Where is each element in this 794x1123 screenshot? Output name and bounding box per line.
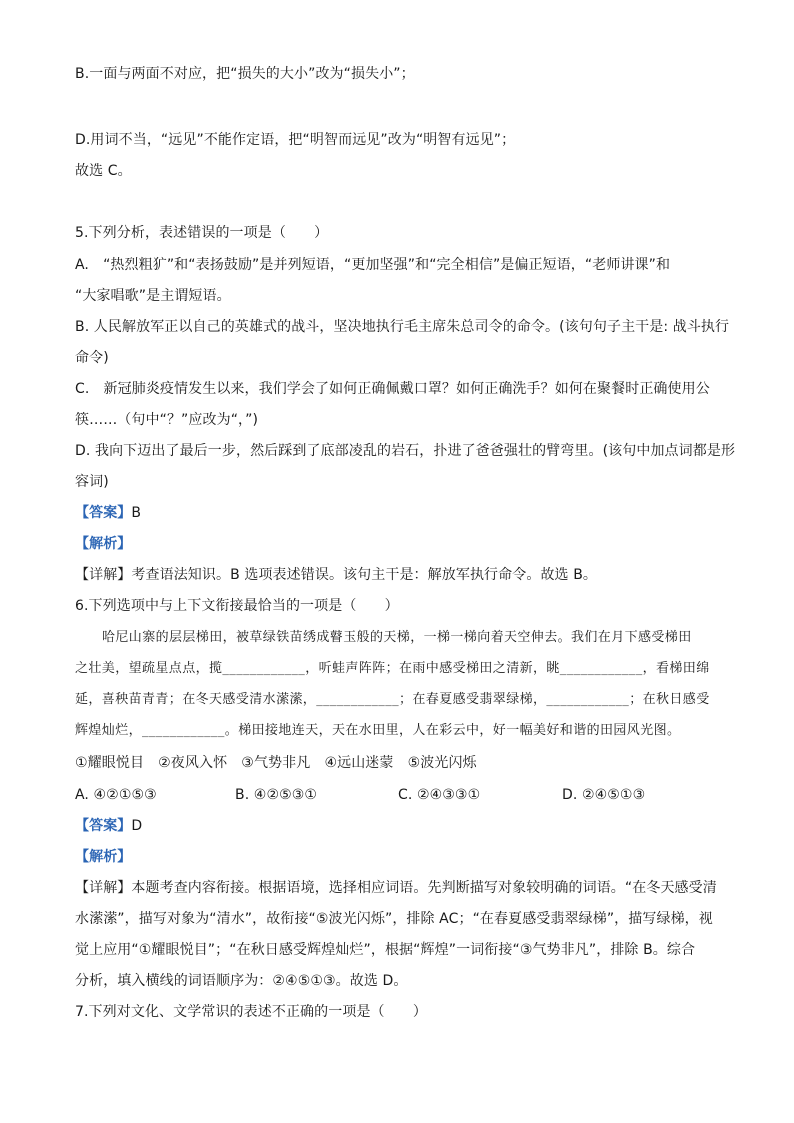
answer-value: B — [131, 505, 142, 521]
q6-passage-line3: 延，喜秧苗青青；在冬天感受清水潆潆，____________；在春夏感受翡翠绿梯，____________；在秋日感受 — [75, 692, 710, 707]
q6-detail-line4: 分析，填入横线的词语顺序为：②④⑤①③。故选 D。 — [75, 973, 408, 989]
answer-tag: 【答案】 — [75, 505, 132, 521]
detail-tag: 【详解】 — [75, 880, 132, 896]
analysis-tag: 【解析】 — [75, 536, 132, 552]
answer-tag: 【答案】 — [75, 818, 132, 834]
q5-option-b-line2: 命令) — [75, 350, 109, 366]
q5-option-c-line2: 筷……（句中“？”应改为“，”) — [75, 412, 259, 428]
q5-stem: 5.下列分析，表述错误的一项是（ ） — [75, 225, 329, 241]
q5-option-a-line2: “大家唱歌”是主谓短语。 — [75, 288, 231, 304]
q6-passage-line4: 辉煌灿烂，____________。梯田接地连天，天在水田里，人在彩云中，好一幅美好和谐的田园风光图。 — [75, 723, 681, 738]
q6-detail-line3: 觉上应用“①耀眼悦目”；“在秋日感受辉煌灿烂”，根据“辉煌”一词衔接“③气势非凡”，排除 B。综合 — [75, 942, 696, 958]
q7-stem: 7.下列对文化、文学常识的表述不正确的一项是（ ） — [75, 1004, 427, 1020]
q6-stem: 6.下列选项中与上下文衔接最恰当的一项是（ ） — [75, 598, 399, 614]
q6-passage-line1: 哈尼山寨的层层梯田，被草绿铁苗绣成瞽玉般的天梯，一梯一梯向着天空伸去。我们在月下感受梯田 — [102, 630, 692, 645]
q6-word-items: ①耀眼悦目 ②夜风入怀 ③气势非凡 ④远山迷蒙 ⑤波光闪烁 — [75, 755, 477, 771]
q4-option-d-analysis: D.用词不当，“远见”不能作定语，把“明智而远见”改为“明智有远见”； — [75, 132, 516, 148]
q6-analysis-heading — [75, 849, 131, 865]
q6-option-b: B. ④②⑤③① — [235, 787, 318, 803]
q6-option-a: A. ④②①⑤③ — [75, 787, 157, 803]
q5-analysis-heading — [75, 536, 131, 552]
q5-option-b-line1: B. 人民解放军正以自己的英雄式的战斗，坚决地执行毛主席朱总司令的命令。(该句句子主干是: 战斗执行 — [75, 319, 730, 335]
q4-conclusion: 故选 C。 — [75, 163, 132, 179]
q6-options — [75, 787, 645, 803]
q5-detail — [75, 567, 597, 583]
q6-option-d: D. ②④⑤①③ — [562, 787, 646, 803]
answer-value: D — [131, 818, 143, 834]
q5-option-d-line2: 容词) — [75, 474, 109, 490]
q6-detail-line1 — [75, 880, 717, 896]
analysis-tag: 【解析】 — [75, 849, 132, 865]
q5-answer — [75, 505, 141, 521]
q5-option-c-line1: C. 新冠肺炎疫情发生以来，我们学会了如何正确佩戴口罩？如何正确洗手？如何在聚餐时正确使用公 — [75, 381, 710, 397]
q6-answer — [75, 818, 142, 834]
q5-option-a-line1: A. “热烈粗犷”和“表扬鼓励”是并列短语，“更加坚强”和“完全相信”是偏正短语，“老师讲课”和 — [75, 257, 671, 273]
q5-option-d-line1: D. 我向下迈出了最后一步，然后踩到了底部凌乱的岩石，扑进了爸爸强壮的臂弯里。(该句中加点词都是形 — [75, 443, 736, 459]
detail-tag: 【详解】 — [75, 567, 132, 583]
detail-text: 本题考查内容衔接。根据语境，选择相应词语。先判断描写对象较明确的词语。“在冬天感受清 — [131, 880, 717, 896]
q6-passage-line2: 之壮美，望疏星点点，揽____________，听蛙声阵阵；在雨中感受梯田之清新，眺____________，看梯田绵 — [75, 661, 710, 676]
q6-option-c: C. ②④③③① — [398, 787, 481, 803]
q4-option-b-analysis: B.一面与两面不对应，把“损失的大小”改为“损失小”； — [75, 66, 415, 82]
detail-text: 考查语法知识。B 选项表述错误。该句主干是：解放军执行命令。故选 B。 — [131, 567, 598, 583]
q6-detail-line2: 水潆潆”，描写对象为“清水”，故衔接“⑤波光闪烁”，排除 AC；“在春夏感受翡翠绿梯”，描写绿梯，视 — [75, 911, 713, 927]
